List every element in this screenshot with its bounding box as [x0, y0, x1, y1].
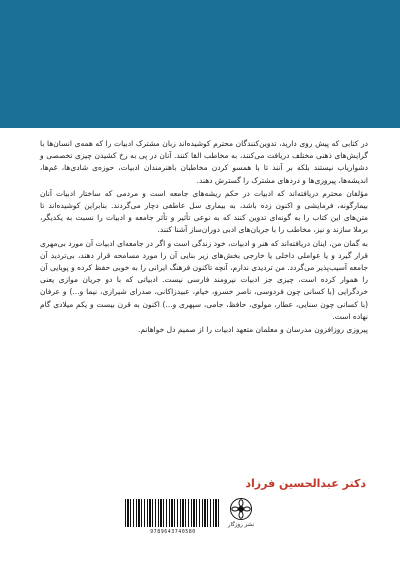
flower-emblem-icon — [229, 497, 253, 521]
top-color-band — [0, 0, 400, 128]
publisher-logo — [226, 497, 256, 528]
paragraph-2: مؤلفان محترم دریافته‌اند که ادبیات در حکم ریشه‌های جامعه است و مردمی که ساختار ادبیات آنان بیمارگونه، فرمایشی و اکنون زده باشد، به بیماری سل عاطفی دچار می‌گردند. بنابراین کوشیده‌اند تا متن‌های این کتاب را به گونه‌ای تدوین کنند که به نوعی تأثیر و تأثر جامعه و ادبیات را نسبت به یکدیگر، برملا سازند و نیز، مخاطب را با جریان‌های ادبی دوران‌ساز آشنا کنند. — [40, 188, 368, 235]
paragraph-3: به گمان من، اینان دریافته‌اند که هنر و ادبیات، خود زندگی است و اگر در جامعه‌ای ادبیات آن مورد بی‌مهری قرار گیرد و یا عواملی داخلی یا خارجی بخش‌های زیر بنایی آن را مورد مسامحه قرار دهند، بی‌تردید آن جامعه آسیب‌پذیر می‌گردد. من تردیدی ندارم، آنچه تاکنون فرهنگ ایرانی را به خوبی حفظ کرده و پویایی آن را هموار کرده است، چیزی جز ادبیات نیرومند فارسی نیست. ادبیاتی که با دو جریان موازی یعنی خردگرایی (با کسانی چون فردوسی، ناصر خسرو، خیام، عبیدزاکانی، صدرای شیرازی، نیما و...) و عرفان (با کسانی چون سنایی، عطار، مولوی، حافظ، جامی، سپهری و...) اکنون به قرن بیست و یکم میلادی گام نهاده است. — [40, 238, 368, 321]
barcode-bars — [125, 499, 221, 527]
paragraph-4: پیروزی روزافزون مدرسان و معلمان متعهد ادبیات را از صمیم دل خواهانم. — [137, 325, 368, 335]
barcode-number: 9789643740580 — [150, 529, 196, 535]
barcode — [125, 499, 221, 539]
back-cover-text — [40, 138, 368, 337]
author-name: دکتر عبدالحسین فرزاد — [245, 477, 366, 490]
publisher-name: نشر روزگار — [227, 522, 255, 528]
paragraph-1: در کتابی که پیش روی دارید، تدوین‌کنندگان محترم کوشیده‌اند زبان مشترک ادبیات را که همه‌ی انسان‌ها با گرایش‌های ذهنی مختلف دریافت می‌کنند، به مخاطب القا کنند. آنان در پی به رخ کشیدن چیزی تخصصی و دشواریاب نیستند بلکه بر آنند تا با همسو کردن مخاطبان باهنرمندان ادبیات، حوزه‌ی شادی‌ها، غم‌ها، اندیشه‌ها، پیروزی‌ها و دردهای مشترک را گسترش دهند. — [40, 139, 368, 185]
